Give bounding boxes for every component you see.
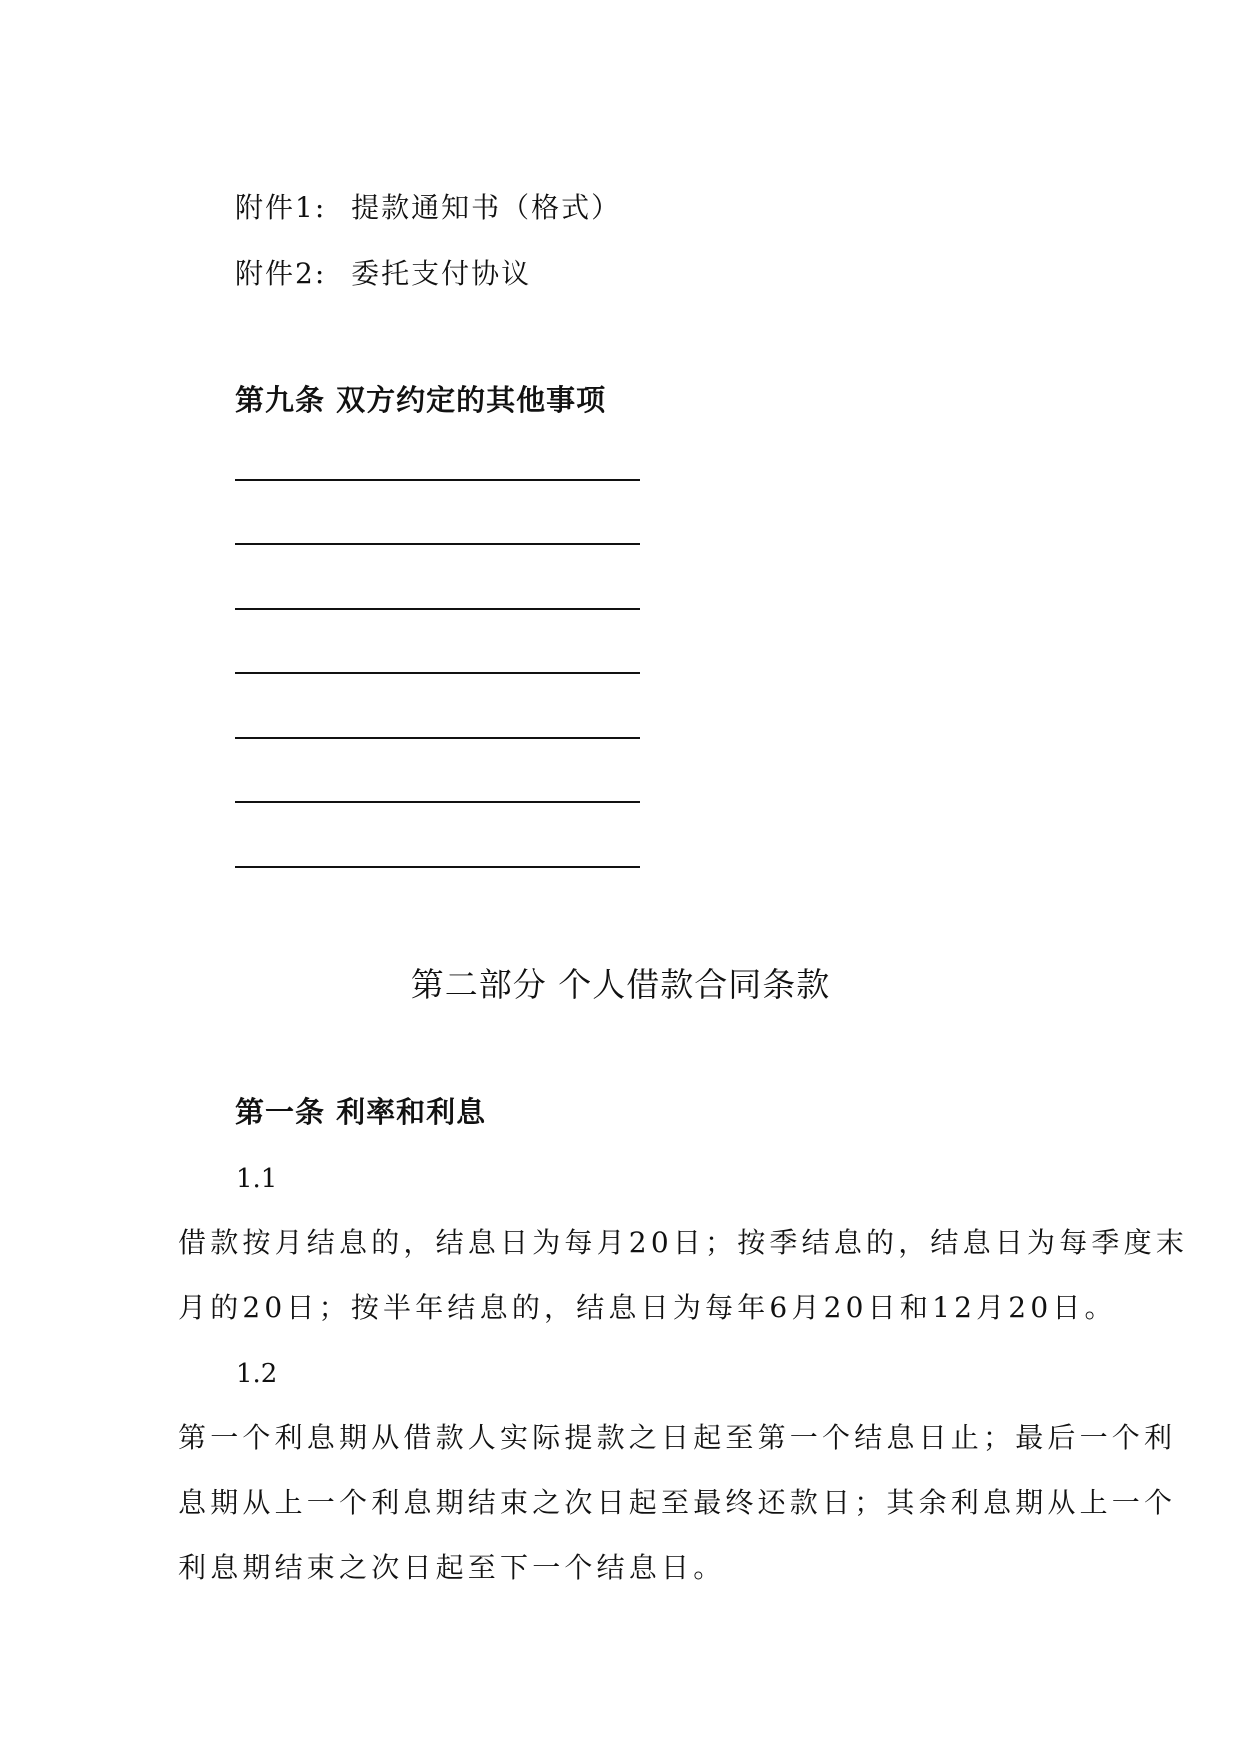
article-9-heading: 第九条 双方约定的其他事项: [235, 383, 607, 417]
attachment-1: [235, 191, 622, 224]
blank-fill-line: [235, 866, 640, 868]
blank-fill-line: [235, 737, 640, 739]
clause-1-2-number: 1.2: [236, 1359, 278, 1389]
attachment-2-text: 委托支付协议: [351, 257, 532, 290]
part-two-title: 第二部分 个人借款合同条款: [410, 965, 831, 1004]
blank-fill-line: [235, 543, 640, 545]
clause-1-2-line-1: 第一个利息期从借款人实际提款之日起至第一个结息日止；最后一个利: [178, 1421, 1177, 1454]
blank-fill-line: [235, 479, 640, 481]
attachment-2: [235, 257, 532, 290]
clause-1-2-line-3: 利息期结束之次日起至下一个结息日。: [178, 1551, 726, 1584]
clause-1-1-number: 1.1: [236, 1164, 278, 1194]
attachment-2-label: 附件2:: [235, 257, 327, 290]
clause-1-1-line-2: 月的20日；按半年结息的，结息日为每年6月20日和12月20日。: [178, 1291, 1117, 1324]
clause-1-2-line-2: 息期从上一个利息期结束之次日起至最终还款日；其余利息期从上一个: [178, 1486, 1177, 1519]
clause-1-1-line-1: 借款按月结息的，结息日为每月20日；按季结息的，结息日为每季度末: [178, 1226, 1189, 1259]
attachment-1-text: 提款通知书（格式）: [351, 191, 622, 224]
blank-fill-line: [235, 608, 640, 610]
blank-fill-line: [235, 672, 640, 674]
article-1-heading: 第一条 利率和利息: [235, 1095, 487, 1129]
blank-fill-line: [235, 801, 640, 803]
attachment-1-label: 附件1:: [235, 191, 327, 224]
